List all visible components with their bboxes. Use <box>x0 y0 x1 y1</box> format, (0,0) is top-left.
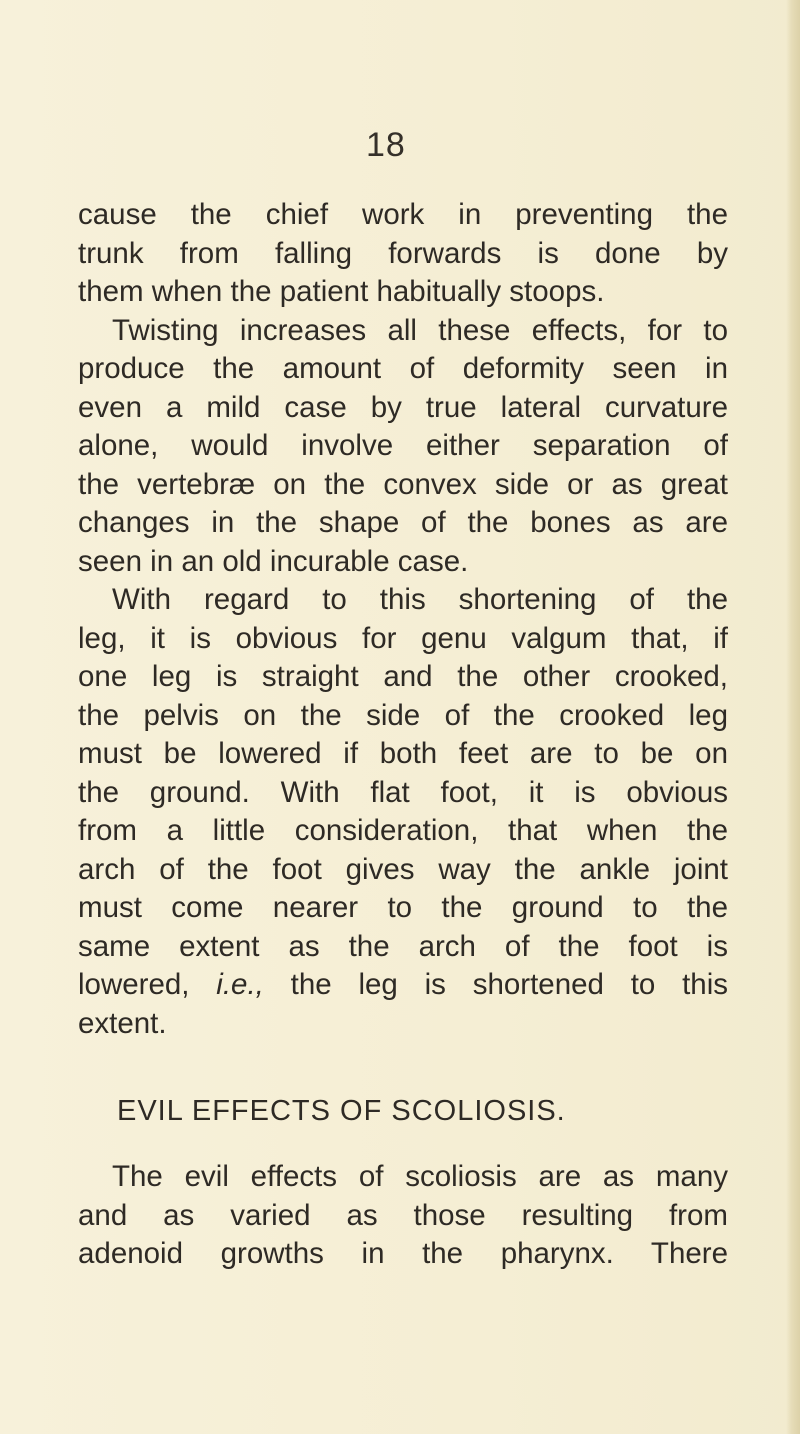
italic-abbreviation: i.e., <box>216 968 264 1001</box>
text-fragment: the leg is shortened to this <box>263 968 728 1001</box>
text-line: extent. <box>78 1006 167 1040</box>
text-line: adenoid growths in the pharynx. There <box>78 1237 728 1270</box>
page-edge <box>786 0 800 1434</box>
text-line: them when the patient habitually stoops. <box>78 275 605 308</box>
text-line: Twisting increases all these effects, for to <box>112 313 728 347</box>
text-line: one leg is straight and the other crooked, <box>78 660 728 693</box>
text-line: The evil effects of scoliosis are as many <box>112 1160 728 1193</box>
text-line: cause the chief work in preventing the <box>78 198 728 231</box>
text-line: the ground. With flat foot, it is obvious <box>78 775 728 809</box>
text-line: and as varied as those resulting from <box>78 1198 728 1232</box>
text-line: With regard to this shortening of the <box>112 583 728 616</box>
text-fragment: lowered, <box>78 968 217 1001</box>
body-text <box>78 1158 728 1274</box>
text-line: the pelvis on the side of the crooked leg <box>78 698 728 732</box>
text-line: produce the amount of deformity seen in <box>78 352 728 385</box>
text-line: same extent as the arch of the foot is <box>78 929 728 963</box>
text-line: seen in an old incurable case. <box>78 544 469 578</box>
text-line: even a mild case by true lateral curvature <box>78 390 728 424</box>
text-line <box>78 966 728 1005</box>
text-line: must come nearer to the ground to the <box>78 891 728 924</box>
text-line: trunk from falling forwards is done by <box>78 236 728 270</box>
section-heading: EVIL EFFECTS OF SCOLIOSIS. <box>117 1095 566 1127</box>
text-line: changes in the shape of the bones as are <box>78 506 728 539</box>
text-line: arch of the foot gives way the ankle joint <box>78 852 728 886</box>
text-line: alone, would involve either separation of <box>78 429 728 462</box>
page-number: 18 <box>366 126 406 164</box>
text-line: leg, it is obvious for genu valgum that, if <box>78 621 728 655</box>
text-line: from a little consideration, that when the <box>78 814 728 847</box>
text-line: the vertebræ on the convex side or as great <box>78 467 728 501</box>
text-line: must be lowered if both feet are to be on <box>78 737 728 770</box>
body-text <box>78 196 728 1043</box>
